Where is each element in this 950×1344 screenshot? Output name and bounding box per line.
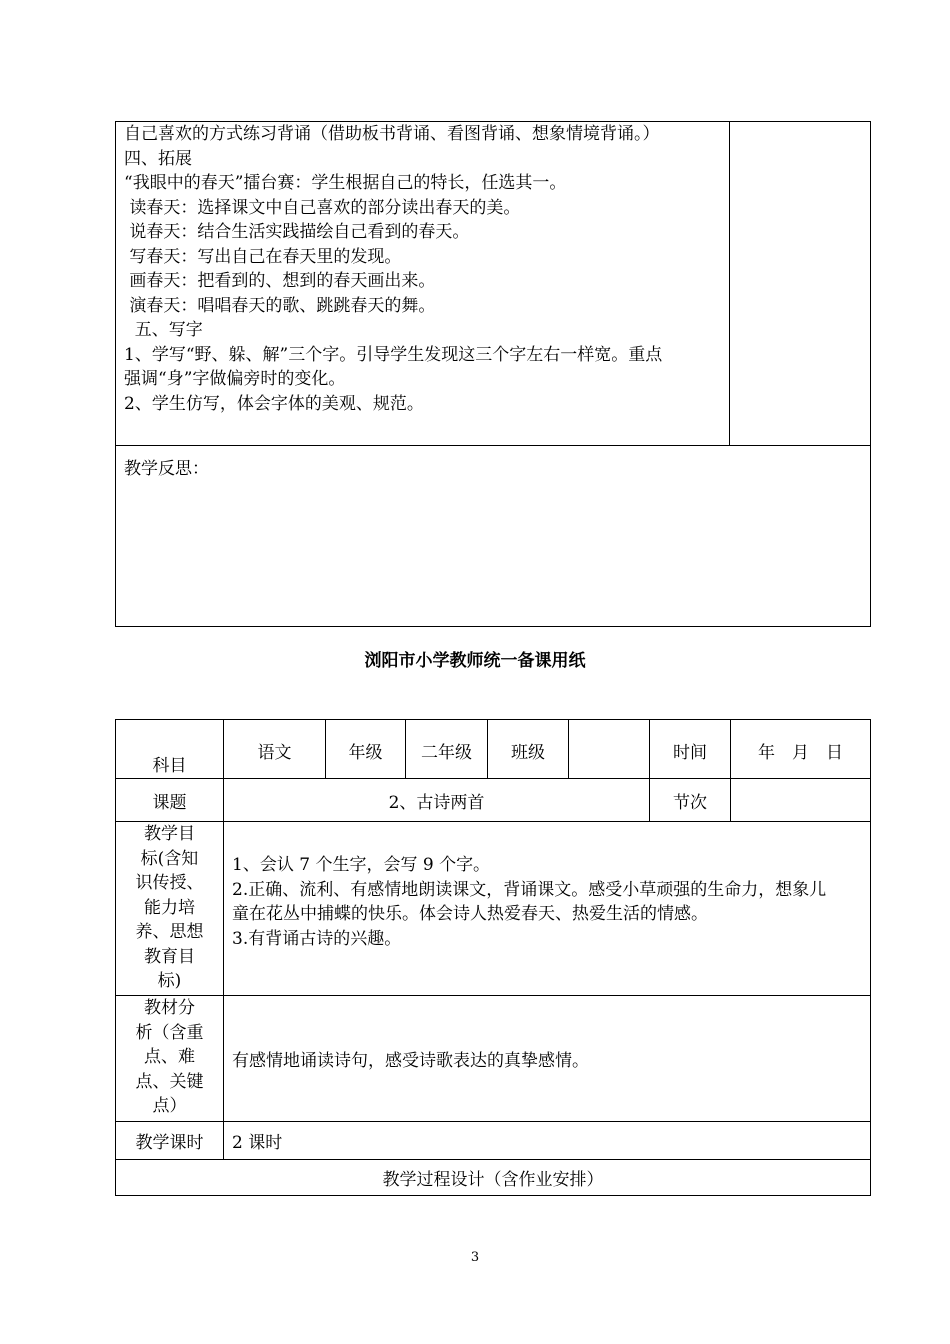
reflection-cell [116, 446, 871, 627]
hours-value: 2 课时 [224, 1122, 871, 1160]
topic-value: 2、古诗两首 [224, 779, 650, 822]
class-label: 班级 [488, 720, 569, 779]
subject-value: 语文 [224, 720, 326, 779]
goal-line: 1、会认 7 个生字，会写 9 个字。 [232, 855, 491, 875]
hours-label: 教学课时 [116, 1122, 224, 1160]
content-line: 1、学写“野、躲、解”三个字。引导学生发现这三个字左右一样宽。重点 [124, 344, 663, 365]
lesson-continuation-table [115, 121, 871, 627]
goals-label: 教学目 标(含知 识传授、 能力培 养、思想 教育目 标) [116, 822, 224, 996]
goals-value [224, 822, 871, 996]
notes-cell [730, 122, 871, 446]
topic-label: 课题 [116, 779, 224, 822]
content-line: 四、拓展 [124, 148, 192, 169]
content-line: 画春天：把看到的、想到的春天画出来。 [124, 271, 436, 291]
grade-label: 年级 [326, 720, 406, 779]
period-value [731, 779, 871, 822]
content-line: 五、写字 [124, 320, 203, 340]
content-line: 说春天：结合生活实践描绘自己看到的春天。 [124, 222, 470, 242]
content-line: 写春天：写出自己在春天里的发现。 [124, 246, 402, 267]
goal-line: 3.有背诵古诗的兴趣。 [232, 928, 402, 949]
content-line: “我眼中的春天”擂台赛：学生根据自己的特长，任选其一。 [124, 173, 567, 193]
class-value [569, 720, 650, 779]
content-line: 2、学生仿写，体会字体的美观、规范。 [124, 393, 424, 414]
time-value: 年 月 日 [731, 720, 871, 779]
analysis-value: 有感情地诵读诗句，感受诗歌表达的真挚感情。 [224, 996, 871, 1122]
subject-label: 科目 [116, 720, 224, 779]
analysis-label: 教材分 析（含重 点、难 点、关键 点） [116, 996, 224, 1122]
goal-line: 2.正确、流利、有感情地朗读课文，背诵课文。感受小草顽强的生命力，想象儿 [232, 879, 827, 900]
content-line: 演春天：唱唱春天的歌、跳跳春天的舞。 [124, 295, 436, 316]
reflection-label: 教学反思： [124, 459, 209, 479]
grade-value: 二年级 [406, 720, 488, 779]
content-line: 读春天：选择课文中自己喜欢的部分读出春天的美。 [124, 197, 521, 218]
period-label: 节次 [650, 779, 731, 822]
process-label: 教学过程设计（含作业安排） [116, 1160, 871, 1196]
goal-line: 童在花丛中捕蝶的快乐。体会诗人热爱春天、热爱生活的情感。 [232, 904, 708, 924]
lesson-plan-form [115, 719, 871, 1196]
content-line: 自己喜欢的方式练习背诵（借助板书背诵、看图背诵、想象情境背诵。） [124, 124, 660, 144]
page-number: 3 [470, 1250, 480, 1265]
content-line: 强调“身”字做偏旁时的变化。 [124, 369, 346, 389]
page-heading: 浏阳市小学教师统一备课用纸 [364, 651, 586, 671]
time-label: 时间 [650, 720, 731, 779]
lesson-content-cell [116, 122, 730, 446]
